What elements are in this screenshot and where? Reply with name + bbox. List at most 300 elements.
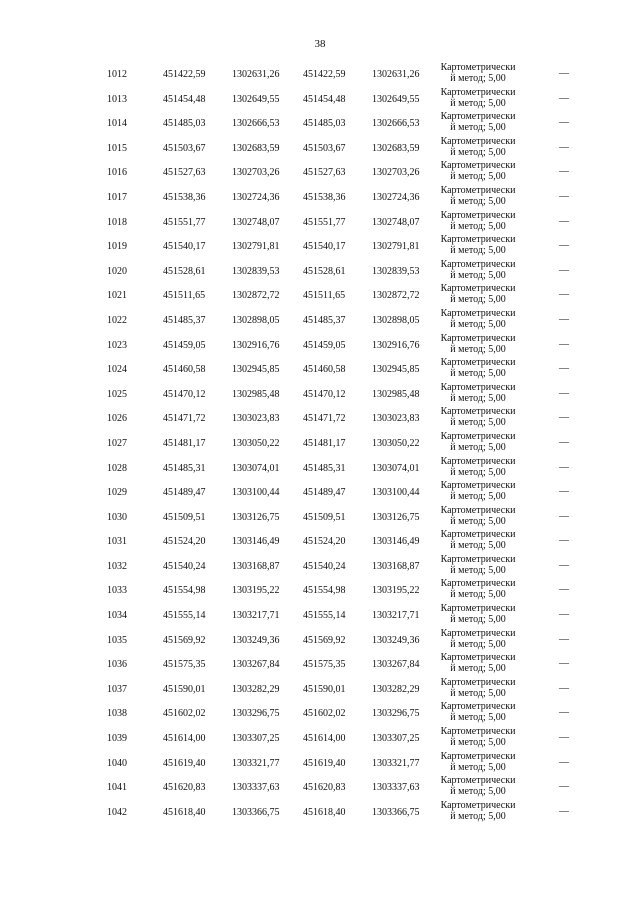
x-coordinate-new: 451422,59 xyxy=(303,69,346,80)
point-number: 1036 xyxy=(107,659,127,671)
table-row xyxy=(0,234,640,259)
x-coordinate-existing: 451471,72 xyxy=(163,413,206,425)
y-coordinate-new: 1302631,26 xyxy=(372,69,420,80)
description-dash: — xyxy=(559,387,569,399)
point-number: 1040 xyxy=(107,757,127,769)
y-coordinate-existing: 1303126,75 xyxy=(232,511,280,523)
method-cell xyxy=(436,554,520,576)
y-coordinate-existing: 1302898,05 xyxy=(232,314,280,326)
method-cell xyxy=(436,333,520,355)
x-coordinate-existing: 451619,40 xyxy=(163,757,206,769)
method-cell xyxy=(436,800,520,822)
x-coordinate-existing: 451422,59 xyxy=(163,69,206,80)
table-row xyxy=(0,775,640,800)
method-line-1: Картометрически xyxy=(440,603,516,615)
x-coordinate-existing: 451590,01 xyxy=(163,683,206,695)
y-coordinate-existing: 1303366,75 xyxy=(232,806,280,818)
y-coordinate-existing: 1303321,77 xyxy=(232,757,280,769)
method-cell xyxy=(436,701,520,723)
method-line-2: й метод; 5,00 xyxy=(450,786,506,798)
description-dash: — xyxy=(559,486,569,498)
description-dash: — xyxy=(559,363,569,375)
y-coordinate-new: 1303023,83 xyxy=(372,413,420,425)
method-line-2: й метод; 5,00 xyxy=(450,441,506,453)
method-line-1: Картометрически xyxy=(440,775,516,787)
method-cell xyxy=(436,382,520,404)
description-dash: — xyxy=(559,682,569,694)
method-cell xyxy=(436,775,520,797)
x-coordinate-new: 451489,47 xyxy=(303,487,346,499)
description-dash: — xyxy=(559,584,569,596)
y-coordinate-new: 1303282,29 xyxy=(372,683,420,695)
table-row xyxy=(0,701,640,726)
x-coordinate-existing: 451481,17 xyxy=(163,437,206,449)
method-cell xyxy=(436,603,520,625)
description-dash: — xyxy=(559,141,569,153)
description-dash: — xyxy=(559,510,569,522)
y-coordinate-existing: 1303100,44 xyxy=(232,487,280,499)
method-line-2: й метод; 5,00 xyxy=(450,589,506,601)
method-line-2: й метод; 5,00 xyxy=(450,761,506,773)
y-coordinate-new: 1302666,53 xyxy=(372,118,420,130)
table-row xyxy=(0,283,640,308)
method-line-2: й метод; 5,00 xyxy=(450,122,506,134)
table-row xyxy=(0,529,640,554)
y-coordinate-new: 1302839,53 xyxy=(372,265,420,277)
x-coordinate-new: 451503,67 xyxy=(303,142,346,154)
x-coordinate-new: 451481,17 xyxy=(303,437,346,449)
x-coordinate-existing: 451575,35 xyxy=(163,659,206,671)
method-line-2: й метод; 5,00 xyxy=(450,343,506,355)
x-coordinate-existing: 451509,51 xyxy=(163,511,206,523)
y-coordinate-new: 1303267,84 xyxy=(372,659,420,671)
table-row xyxy=(0,578,640,603)
x-coordinate-existing: 451614,00 xyxy=(163,733,206,745)
point-number: 1024 xyxy=(107,364,127,376)
method-line-1: Картометрически xyxy=(440,406,516,418)
method-line-1: Картометрически xyxy=(440,455,516,467)
x-coordinate-existing: 451524,20 xyxy=(163,536,206,548)
y-coordinate-new: 1302791,81 xyxy=(372,241,420,253)
y-coordinate-new: 1302985,48 xyxy=(372,388,420,400)
method-line-2: й метод; 5,00 xyxy=(450,466,506,478)
method-line-1: Картометрически xyxy=(440,430,516,442)
method-cell xyxy=(436,480,520,502)
method-line-1: Картометрически xyxy=(440,529,516,541)
x-coordinate-existing: 451503,67 xyxy=(163,142,206,154)
method-cell xyxy=(436,578,520,600)
method-line-2: й метод; 5,00 xyxy=(450,294,506,306)
y-coordinate-new: 1303217,71 xyxy=(372,610,420,622)
x-coordinate-new: 451511,65 xyxy=(303,290,346,302)
x-coordinate-new: 451528,61 xyxy=(303,265,346,277)
method-line-1: Картометрически xyxy=(440,578,516,590)
table-row xyxy=(0,357,640,382)
x-coordinate-existing: 451551,77 xyxy=(163,216,206,228)
y-coordinate-existing: 1303195,22 xyxy=(232,585,280,597)
x-coordinate-new: 451590,01 xyxy=(303,683,346,695)
method-line-1: Картометрически xyxy=(440,258,516,270)
page-number: 38 xyxy=(314,38,326,50)
y-coordinate-existing: 1302872,72 xyxy=(232,290,280,302)
y-coordinate-new: 1303074,01 xyxy=(372,462,420,474)
point-number: 1018 xyxy=(107,216,127,228)
x-coordinate-new: 451524,20 xyxy=(303,536,346,548)
y-coordinate-new: 1302724,36 xyxy=(372,191,420,203)
y-coordinate-existing: 1302916,76 xyxy=(232,339,280,351)
method-cell xyxy=(436,87,520,109)
x-coordinate-existing: 451459,05 xyxy=(163,339,206,351)
method-line-2: й метод; 5,00 xyxy=(450,687,506,699)
method-line-2: й метод; 5,00 xyxy=(450,195,506,207)
description-dash: — xyxy=(559,707,569,719)
table-row xyxy=(0,505,640,530)
y-coordinate-existing: 1302748,07 xyxy=(232,216,280,228)
y-coordinate-existing: 1303168,87 xyxy=(232,560,280,572)
y-coordinate-new: 1303321,77 xyxy=(372,757,420,769)
point-number: 1041 xyxy=(107,782,127,794)
method-cell xyxy=(436,160,520,182)
y-coordinate-existing: 1303307,25 xyxy=(232,733,280,745)
method-cell xyxy=(436,283,520,305)
method-cell xyxy=(436,234,520,256)
description-dash: — xyxy=(559,68,569,79)
y-coordinate-new: 1303296,75 xyxy=(372,708,420,720)
x-coordinate-existing: 451470,12 xyxy=(163,388,206,400)
method-line-2: й метод; 5,00 xyxy=(450,540,506,552)
method-line-1: Картометрически xyxy=(440,332,516,344)
method-line-1: Картометрически xyxy=(440,209,516,221)
point-number: 1035 xyxy=(107,634,127,646)
y-coordinate-existing: 1302703,26 xyxy=(232,167,280,179)
point-number: 1012 xyxy=(107,69,127,80)
method-line-1: Картометрически xyxy=(440,184,516,196)
table-row xyxy=(0,62,640,87)
method-line-2: й метод; 5,00 xyxy=(450,737,506,749)
x-coordinate-new: 451618,40 xyxy=(303,806,346,818)
x-coordinate-new: 451619,40 xyxy=(303,757,346,769)
method-cell xyxy=(436,62,520,84)
y-coordinate-existing: 1302724,36 xyxy=(232,191,280,203)
description-dash: — xyxy=(559,781,569,793)
x-coordinate-existing: 451540,24 xyxy=(163,560,206,572)
description-dash: — xyxy=(559,805,569,817)
y-coordinate-new: 1303168,87 xyxy=(372,560,420,572)
table-row xyxy=(0,210,640,235)
method-line-1: Картометрически xyxy=(440,726,516,738)
point-number: 1021 xyxy=(107,290,127,302)
y-coordinate-existing: 1302631,26 xyxy=(232,69,280,80)
method-cell xyxy=(436,529,520,551)
x-coordinate-existing: 451569,92 xyxy=(163,634,206,646)
description-dash: — xyxy=(559,732,569,744)
description-dash: — xyxy=(559,658,569,670)
method-cell xyxy=(436,136,520,158)
description-dash: — xyxy=(559,166,569,178)
y-coordinate-existing: 1303217,71 xyxy=(232,610,280,622)
point-number: 1025 xyxy=(107,388,127,400)
method-cell xyxy=(436,726,520,748)
x-coordinate-new: 451569,92 xyxy=(303,634,346,646)
description-dash: — xyxy=(559,338,569,350)
method-line-1: Картометрически xyxy=(440,357,516,369)
method-line-1: Картометрически xyxy=(440,135,516,147)
point-number: 1039 xyxy=(107,733,127,745)
method-line-2: й метод; 5,00 xyxy=(450,368,506,380)
method-line-1: Картометрически xyxy=(440,283,516,295)
description-dash: — xyxy=(559,609,569,621)
x-coordinate-existing: 451485,03 xyxy=(163,118,206,130)
point-number: 1023 xyxy=(107,339,127,351)
x-coordinate-new: 451555,14 xyxy=(303,610,346,622)
method-line-1: Картометрически xyxy=(440,160,516,172)
point-number: 1015 xyxy=(107,142,127,154)
method-line-2: й метод; 5,00 xyxy=(450,146,506,158)
method-line-2: й метод; 5,00 xyxy=(450,810,506,822)
table-row xyxy=(0,554,640,579)
x-coordinate-new: 451540,17 xyxy=(303,241,346,253)
y-coordinate-new: 1302703,26 xyxy=(372,167,420,179)
y-coordinate-new: 1303100,44 xyxy=(372,487,420,499)
method-cell xyxy=(436,259,520,281)
coordinates-table xyxy=(0,62,640,824)
table-row xyxy=(0,480,640,505)
table-row xyxy=(0,136,640,161)
method-line-1: Картометрически xyxy=(440,652,516,664)
table-row xyxy=(0,677,640,702)
description-dash: — xyxy=(559,461,569,473)
method-cell xyxy=(436,357,520,379)
method-line-1: Картометрически xyxy=(440,381,516,393)
y-coordinate-new: 1303337,63 xyxy=(372,782,420,794)
description-dash: — xyxy=(559,215,569,227)
description-dash: — xyxy=(559,436,569,448)
x-coordinate-new: 451527,63 xyxy=(303,167,346,179)
method-line-1: Картометрически xyxy=(440,111,516,123)
y-coordinate-existing: 1302666,53 xyxy=(232,118,280,130)
y-coordinate-existing: 1303267,84 xyxy=(232,659,280,671)
table-row xyxy=(0,603,640,628)
method-line-2: й метод; 5,00 xyxy=(450,73,506,84)
table-row xyxy=(0,652,640,677)
x-coordinate-existing: 451555,14 xyxy=(163,610,206,622)
method-line-1: Картометрически xyxy=(440,553,516,565)
method-line-2: й метод; 5,00 xyxy=(450,638,506,650)
point-number: 1034 xyxy=(107,610,127,622)
x-coordinate-existing: 451554,98 xyxy=(163,585,206,597)
method-line-2: й метод; 5,00 xyxy=(450,220,506,232)
y-coordinate-existing: 1303050,22 xyxy=(232,437,280,449)
description-dash: — xyxy=(559,289,569,301)
x-coordinate-new: 451540,24 xyxy=(303,560,346,572)
description-dash: — xyxy=(559,240,569,252)
method-line-1: Картометрически xyxy=(440,701,516,713)
y-coordinate-new: 1302748,07 xyxy=(372,216,420,228)
method-line-1: Картометрически xyxy=(440,480,516,492)
x-coordinate-existing: 451489,47 xyxy=(163,487,206,499)
method-cell xyxy=(436,652,520,674)
x-coordinate-existing: 451485,31 xyxy=(163,462,206,474)
method-cell xyxy=(436,210,520,232)
x-coordinate-existing: 451527,63 xyxy=(163,167,206,179)
x-coordinate-new: 451602,02 xyxy=(303,708,346,720)
point-number: 1033 xyxy=(107,585,127,597)
y-coordinate-new: 1303195,22 xyxy=(372,585,420,597)
y-coordinate-new: 1302916,76 xyxy=(372,339,420,351)
table-row xyxy=(0,751,640,776)
method-line-1: Картометрически xyxy=(440,86,516,98)
method-cell xyxy=(436,406,520,428)
method-line-1: Картометрически xyxy=(440,62,516,73)
x-coordinate-new: 451575,35 xyxy=(303,659,346,671)
point-number: 1029 xyxy=(107,487,127,499)
point-number: 1038 xyxy=(107,708,127,720)
method-cell xyxy=(436,185,520,207)
method-line-1: Картометрически xyxy=(440,750,516,762)
method-line-1: Картометрически xyxy=(440,234,516,246)
method-line-2: й метод; 5,00 xyxy=(450,392,506,404)
y-coordinate-existing: 1303296,75 xyxy=(232,708,280,720)
point-number: 1042 xyxy=(107,806,127,818)
x-coordinate-existing: 451540,17 xyxy=(163,241,206,253)
table-row xyxy=(0,406,640,431)
method-cell xyxy=(436,456,520,478)
table-row xyxy=(0,726,640,751)
y-coordinate-existing: 1302791,81 xyxy=(232,241,280,253)
y-coordinate-existing: 1302839,53 xyxy=(232,265,280,277)
table-row xyxy=(0,87,640,112)
y-coordinate-existing: 1302649,55 xyxy=(232,93,280,105)
y-coordinate-existing: 1303074,01 xyxy=(232,462,280,474)
method-line-1: Картометрически xyxy=(440,504,516,516)
x-coordinate-existing: 451454,48 xyxy=(163,93,206,105)
x-coordinate-existing: 451602,02 xyxy=(163,708,206,720)
description-dash: — xyxy=(559,535,569,547)
point-number: 1022 xyxy=(107,314,127,326)
x-coordinate-new: 451454,48 xyxy=(303,93,346,105)
description-dash: — xyxy=(559,633,569,645)
x-coordinate-existing: 451620,83 xyxy=(163,782,206,794)
y-coordinate-new: 1303249,36 xyxy=(372,634,420,646)
x-coordinate-new: 451554,98 xyxy=(303,585,346,597)
x-coordinate-new: 451459,05 xyxy=(303,339,346,351)
point-number: 1020 xyxy=(107,265,127,277)
x-coordinate-new: 451485,37 xyxy=(303,314,346,326)
x-coordinate-existing: 451538,36 xyxy=(163,191,206,203)
y-coordinate-new: 1302945,85 xyxy=(372,364,420,376)
table-row xyxy=(0,185,640,210)
table-row xyxy=(0,160,640,185)
y-coordinate-existing: 1303146,49 xyxy=(232,536,280,548)
table-row xyxy=(0,333,640,358)
y-coordinate-existing: 1302985,48 xyxy=(232,388,280,400)
method-line-2: й метод; 5,00 xyxy=(450,97,506,109)
y-coordinate-new: 1303366,75 xyxy=(372,806,420,818)
method-line-2: й метод; 5,00 xyxy=(450,515,506,527)
table-row xyxy=(0,382,640,407)
description-dash: — xyxy=(559,559,569,571)
x-coordinate-existing: 451528,61 xyxy=(163,265,206,277)
method-line-1: Картометрически xyxy=(440,627,516,639)
x-coordinate-new: 451614,00 xyxy=(303,733,346,745)
y-coordinate-new: 1303126,75 xyxy=(372,511,420,523)
x-coordinate-new: 451509,51 xyxy=(303,511,346,523)
point-number: 1026 xyxy=(107,413,127,425)
x-coordinate-new: 451485,03 xyxy=(303,118,346,130)
y-coordinate-new: 1302649,55 xyxy=(372,93,420,105)
method-cell xyxy=(436,628,520,650)
method-cell xyxy=(436,431,520,453)
y-coordinate-existing: 1302683,59 xyxy=(232,142,280,154)
x-coordinate-new: 451538,36 xyxy=(303,191,346,203)
method-cell xyxy=(436,308,520,330)
x-coordinate-new: 451485,31 xyxy=(303,462,346,474)
x-coordinate-new: 451470,12 xyxy=(303,388,346,400)
table-row xyxy=(0,800,640,825)
point-number: 1030 xyxy=(107,511,127,523)
point-number: 1014 xyxy=(107,118,127,130)
method-cell xyxy=(436,751,520,773)
description-dash: — xyxy=(559,92,569,104)
method-line-1: Картометрически xyxy=(440,676,516,688)
method-line-2: й метод; 5,00 xyxy=(450,245,506,257)
y-coordinate-existing: 1303023,83 xyxy=(232,413,280,425)
y-coordinate-new: 1303307,25 xyxy=(372,733,420,745)
point-number: 1027 xyxy=(107,437,127,449)
method-line-2: й метод; 5,00 xyxy=(450,491,506,503)
method-cell xyxy=(436,111,520,133)
table-row xyxy=(0,111,640,136)
x-coordinate-existing: 451485,37 xyxy=(163,314,206,326)
x-coordinate-new: 451551,77 xyxy=(303,216,346,228)
x-coordinate-new: 451471,72 xyxy=(303,413,346,425)
point-number: 1032 xyxy=(107,560,127,572)
point-number: 1031 xyxy=(107,536,127,548)
description-dash: — xyxy=(559,264,569,276)
method-line-2: й метод; 5,00 xyxy=(450,663,506,675)
y-coordinate-existing: 1303249,36 xyxy=(232,634,280,646)
x-coordinate-existing: 451511,65 xyxy=(163,290,206,302)
table-row xyxy=(0,628,640,653)
x-coordinate-existing: 451460,58 xyxy=(163,364,206,376)
point-number: 1017 xyxy=(107,191,127,203)
description-dash: — xyxy=(559,190,569,202)
x-coordinate-new: 451620,83 xyxy=(303,782,346,794)
y-coordinate-new: 1302872,72 xyxy=(372,290,420,302)
description-dash: — xyxy=(559,756,569,768)
method-line-2: й метод; 5,00 xyxy=(450,614,506,626)
method-line-2: й метод; 5,00 xyxy=(450,564,506,576)
table-row xyxy=(0,456,640,481)
method-cell xyxy=(436,677,520,699)
description-dash: — xyxy=(559,412,569,424)
x-coordinate-existing: 451618,40 xyxy=(163,806,206,818)
y-coordinate-existing: 1303282,29 xyxy=(232,683,280,695)
method-line-1: Картометрически xyxy=(440,307,516,319)
point-number: 1013 xyxy=(107,93,127,105)
y-coordinate-existing: 1302945,85 xyxy=(232,364,280,376)
y-coordinate-existing: 1303337,63 xyxy=(232,782,280,794)
description-dash: — xyxy=(559,313,569,325)
method-line-2: й метод; 5,00 xyxy=(450,318,506,330)
method-cell xyxy=(436,505,520,527)
y-coordinate-new: 1303050,22 xyxy=(372,437,420,449)
point-number: 1037 xyxy=(107,683,127,695)
y-coordinate-new: 1302898,05 xyxy=(372,314,420,326)
table-row xyxy=(0,259,640,284)
method-line-1: Картометрически xyxy=(440,799,516,811)
method-line-2: й метод; 5,00 xyxy=(450,417,506,429)
